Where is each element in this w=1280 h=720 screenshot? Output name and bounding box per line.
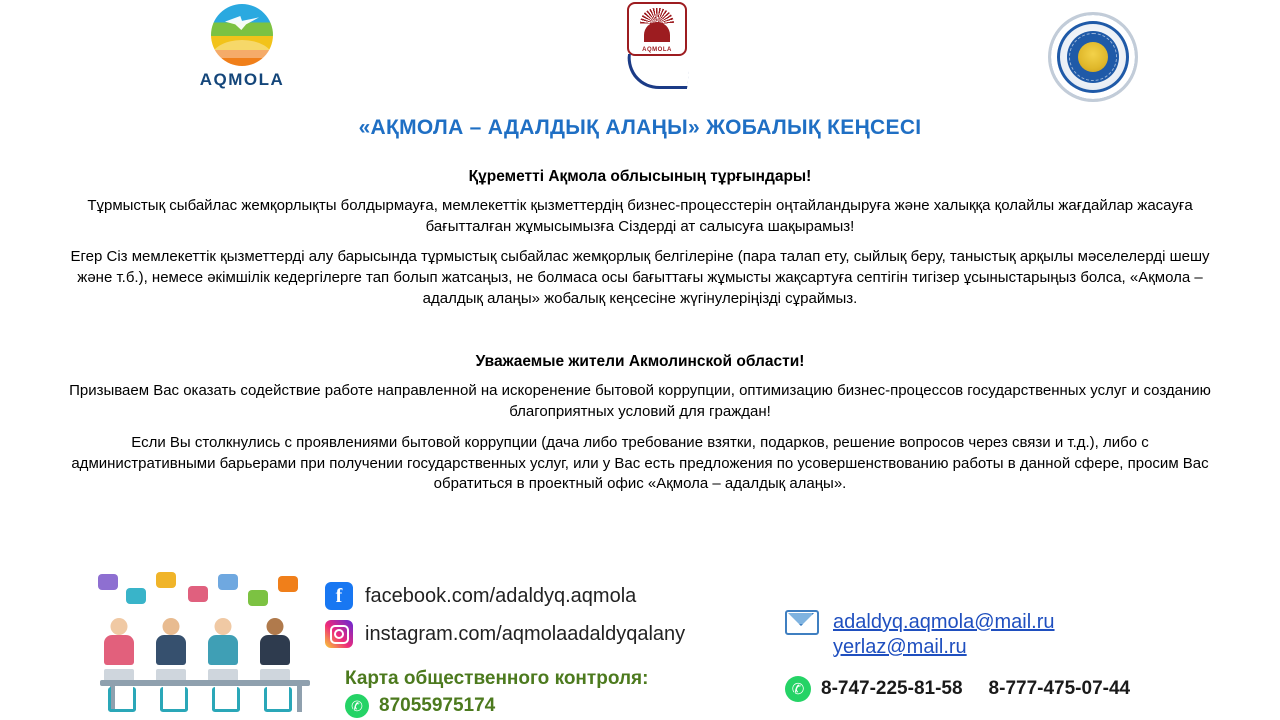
person-head <box>163 618 180 635</box>
chair <box>212 687 240 712</box>
speech-bubble-icon <box>126 588 146 604</box>
instagram-url[interactable]: instagram.com/aqmolaadaldyqalany <box>365 622 686 645</box>
person-head <box>267 618 284 635</box>
email-address-primary[interactable]: adaldyq.aqmola@mail.ru <box>833 611 1055 633</box>
office-people-illustration <box>92 572 322 712</box>
speech-bubble-icon <box>156 572 176 588</box>
whatsapp-icon: ✆ <box>345 694 369 718</box>
phone-contacts <box>785 676 1156 702</box>
russian-paragraph-2: Если Вы столкнулись с проявлениями бытовой коррупции (дача либо требование взятки, подарков, решение вопросов через связи и т.д.), либо с административными барьерами при получении государственных услуг, или у Вас есть предложения по усовершенствованию работы в данной сфере, просим Вас обратиться в проектный офис «Ақмола – адалдық алаңы». <box>71 433 1209 493</box>
email-icon <box>785 610 819 635</box>
email-address-secondary[interactable]: yerlaz@mail.ru <box>833 636 967 658</box>
state-emblem-icon <box>1048 12 1138 102</box>
sun-badge-label: AQMOLA <box>642 47 672 53</box>
speech-bubble-icon <box>218 574 238 590</box>
kazakh-subheading: Құреметті Ақмола облысының тұрғындары! <box>468 168 812 185</box>
facebook-url[interactable]: facebook.com/adaldyq.aqmola <box>365 584 637 607</box>
speech-bubble-icon <box>248 590 268 606</box>
instagram-icon <box>325 620 353 648</box>
public-control-map-label: Карта общественного контроля: <box>345 668 649 689</box>
map-whatsapp-row[interactable] <box>345 694 495 718</box>
speech-bubble-icon <box>98 574 118 590</box>
phone-number-2[interactable]: 8-777-475-07-44 <box>988 678 1131 699</box>
facebook-icon: f <box>325 582 353 610</box>
person-figure <box>254 618 296 680</box>
russian-paragraph-1: Призываем Вас оказать содействие работе направленной на искоренение бытовой коррупции, оптимизацию бизнес-процессов государственных услуг и созданию благоприятных условий для граждан! <box>69 382 1211 421</box>
social-links <box>325 582 755 658</box>
aqmola-left-logo-caption: AQMOLA <box>199 70 285 89</box>
email-contacts <box>785 610 1225 660</box>
arch-icon <box>644 22 670 42</box>
speech-bubble-icon <box>278 576 298 592</box>
person-figure <box>150 618 192 680</box>
kazakh-paragraph-1: Тұрмыстық сыбайлас жемқорлықты болдырмауға, мемлекеттік қызметтердің бизнес-процесстерін оңтайландыруға және халыққа қолайлы жағдайлар жасауға бағытталған жұмысымызға Сіздерді ат салысуға шақырамыз! <box>87 197 1193 235</box>
person-head <box>215 618 232 635</box>
kazakh-paragraph-2: Егер Сіз мемлекеттік қызметтерді алу барысында тұрмыстық сыбайлас жемқорлық белгілеріне (пара талап ету, сыйлық беру, таныстық арқылы мәселелерді шешу және т.б.), немесе әкімшілік кедергілерге тап болып жатсаңыз, не болмаса осы бағыттағы жұмысты жақсартуға септігін тигізер ұсыныстарыңыз болса, «Ақмола – адалдық алаңы» жобалық кеңсесіне жүгінулеріңізді сұраймыз. <box>70 248 1210 307</box>
chair <box>264 687 292 712</box>
aqmola-left-logo <box>190 4 294 90</box>
person-figure <box>202 618 244 680</box>
footer <box>0 560 1280 720</box>
russian-subheading: Уважаемые жители Акмолинской области! <box>475 353 805 371</box>
person-body <box>104 635 134 665</box>
whatsapp-icon: ✆ <box>785 676 811 702</box>
map-whatsapp-number[interactable]: 87055975174 <box>379 695 496 716</box>
person-head <box>111 618 128 635</box>
facebook-link[interactable] <box>325 582 755 610</box>
swoosh-icon <box>624 54 691 89</box>
person-body <box>208 635 238 665</box>
aqmola-circle-icon <box>211 4 273 66</box>
desk <box>100 680 310 686</box>
person-body <box>260 635 290 665</box>
state-emblem-inner <box>1067 31 1119 83</box>
chair <box>108 687 136 712</box>
adaldyq-alany-logo <box>612 2 702 89</box>
desk-leg <box>297 686 302 712</box>
document-body <box>60 140 1220 495</box>
instagram-link[interactable] <box>325 620 755 648</box>
section-divider <box>60 319 1220 341</box>
speech-bubble-icon <box>188 586 208 602</box>
sun-badge-icon <box>627 2 687 56</box>
header-logos <box>0 0 1280 108</box>
person-body <box>156 635 186 665</box>
page-title: «АҚМОЛА – АДАЛДЫҚ АЛАҢЫ» ЖОБАЛЫҚ КЕҢСЕСІ <box>358 116 922 139</box>
chair <box>160 687 188 712</box>
phone-number-1[interactable]: 8-747-225-81-58 <box>821 678 963 699</box>
person-figure <box>98 618 140 680</box>
